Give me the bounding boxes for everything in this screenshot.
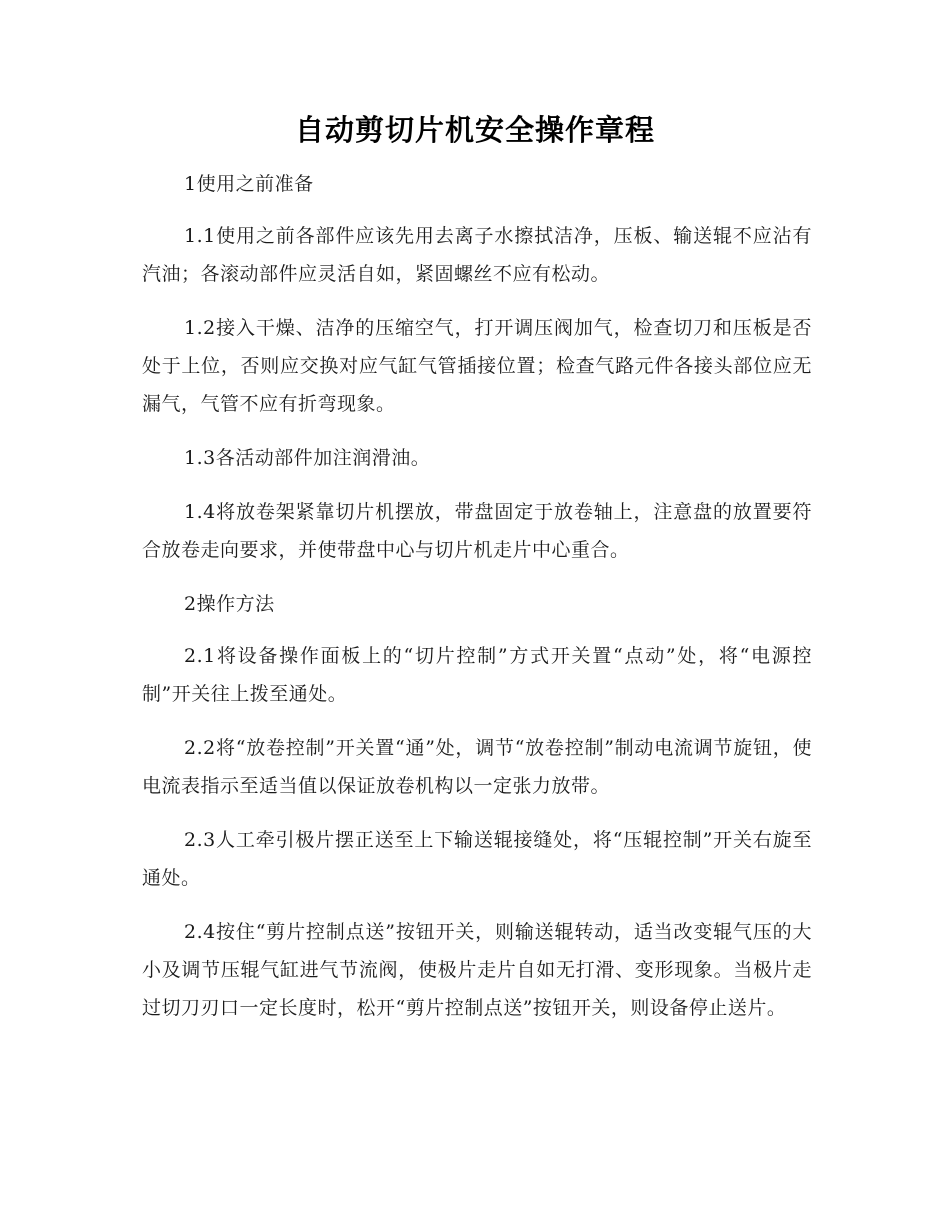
paragraph-1-3: 1.3各活动部件加注润滑油。	[184, 447, 431, 469]
paragraph-2-3: 2.3人工牵引极片摆正送至上下输送辊接缝处，将“压辊控制”开关右旋至通处。	[142, 829, 812, 889]
section-heading-operation: 2操作方法	[184, 593, 275, 615]
document-title: 自动剪切片机安全操作章程	[294, 113, 655, 147]
paragraph-1-4: 1.4将放卷架紧靠切片机摆放，带盘固定于放卷轴上，注意盘的放置要符合放卷走向要求，并使带盘中心与切片机走片中心重合。	[142, 501, 812, 561]
paragraph-2-1: 2.1将设备操作面板上的“切片控制”方式开关置“点动”处，将“电源控制”开关往上拨至通处。	[142, 645, 812, 705]
paragraph-2-2: 2.2将“放卷控制”开关置“通”处，调节“放卷控制”制动电流调节旋钮，使电流表指示至适当值以保证放卷机构以一定张力放带。	[142, 737, 812, 797]
paragraph-1-2: 1.2接入干燥、洁净的压缩空气，打开调压阀加气，检查切刀和压板是否处于上位，否则应交换对应气缸气管插接位置；检查气路元件各接头部位应无漏气，气管不应有折弯现象。	[142, 317, 812, 415]
paragraph-1-1: 1.1使用之前各部件应该先用去离子水擦拭洁净，压板、输送辊不应沾有汽油；各滚动部件应灵活自如，紧固螺丝不应有松动。	[142, 225, 812, 285]
section-heading-preparation: 1使用之前准备	[184, 173, 314, 195]
paragraph-2-4: 2.4按住“剪片控制点送”按钮开关，则输送辊转动，适当改变辊气压的大小及调节压辊气缸进气节流阀，使极片走片自如无打滑、变形现象。当极片走过切刀刃口一定长度时，松开“剪片控制点送”按钮开关，则设备停止送片。	[142, 921, 812, 1019]
document-body	[142, 165, 812, 1043]
